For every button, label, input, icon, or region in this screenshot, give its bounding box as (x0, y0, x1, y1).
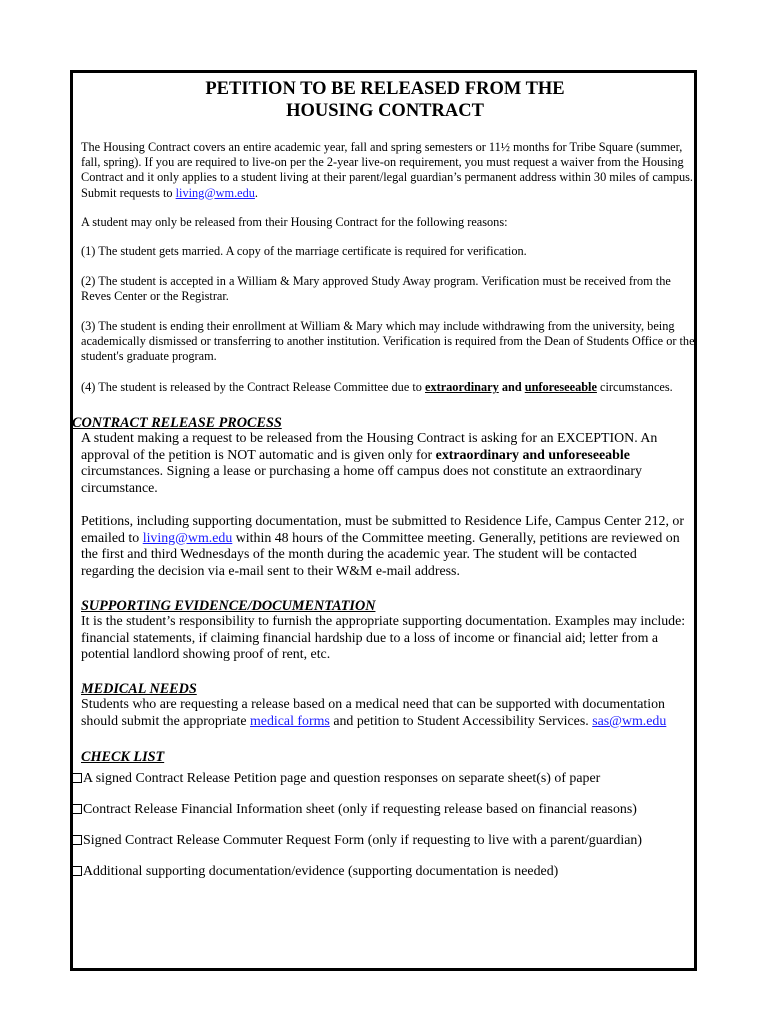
contract-release-paragraph-1: A student making a request to be released from the Housing Contract is asking for an EXCEPTION. An approval of the petition is NOT automatic and is given only for extraordinary and unforeseeable circumstances. Signing a lease or purchasing a home off campus does not constitute an extraordinary circumstance. (81, 431, 658, 496)
title-line-1: PETITION TO BE RELEASED FROM THE (205, 79, 565, 99)
living-email-link[interactable]: living@wm.edu (175, 185, 255, 200)
sas-email-link[interactable]: sas@wm.edu (592, 713, 667, 729)
checkbox-icon[interactable] (72, 804, 82, 814)
reasons-intro: A student may only be released from their Housing Contract for the following reasons: (81, 215, 508, 229)
checklist-item: Signed Contract Release Commuter Request Form (only if requesting to live with a parent/guardian) (72, 833, 692, 849)
medical-needs-paragraph: Students who are requesting a release based on a medical need that can be supported with documentation should submit the appropriate medical forms and petition to Student Accessibility Services. sas@wm.edu (81, 697, 667, 729)
reason-1: (1) The student gets married. A copy of the marriage certificate is required for verification. (81, 244, 527, 258)
supporting-evidence-paragraph: It is the student’s responsibility to furnish the appropriate supporting documentation. Examples may include: financial statements, if claiming financial hardship due to a loss of income or financial aid; letter from a potential landlord showing proof of rent, etc. (81, 614, 686, 663)
title-line-2: HOUSING CONTRACT (286, 101, 484, 121)
reason-2: (2) The student is accepted in a William & Mary approved Study Away program. Verification must be received from the Reves Center or the Registrar. (81, 274, 671, 304)
supporting-evidence-heading: SUPPORTING EVIDENCE/DOCUMENTATION (81, 598, 376, 614)
checklist-item: Additional supporting documentation/evidence (supporting documentation is needed) (72, 864, 692, 880)
check-list-heading: CHECK LIST (81, 749, 165, 765)
page-title (70, 78, 700, 122)
medical-needs-heading: MEDICAL NEEDS (81, 681, 197, 697)
checkbox-icon[interactable] (72, 866, 82, 876)
medical-forms-link[interactable]: medical forms (249, 713, 330, 729)
contract-release-paragraph-2: Petitions, including supporting documentation, must be submitted to Residence Life, Campus Center 212, or emailed to living@wm.edu within 48 hours of the Committee meeting. Generally, petitions are reviewed on the first and third Wednesdays of the month during the academic year. The student will be contacted regarding the decision via e-mail sent to their W&M e-mail address. (81, 514, 685, 579)
contract-release-heading: CONTRACT RELEASE PROCESS (72, 415, 282, 431)
checklist-item: Contract Release Financial Information sheet (only if requesting release based on financial reasons) (72, 802, 692, 818)
intro-paragraph: The Housing Contract covers an entire academic year, fall and spring semesters or 11½ months for Tribe Square (summer, fall, spring). If you are required to live-on per the 2-year live-on requirement, you must request a waiver from the Housing Contract and it only applies to a student living at their parent/legal guardian’s permanent address within 30 miles of campus. Submit requests to living@wm.edu. (81, 140, 693, 200)
reason-4: (4) The student is released by the Contract Release Committee due to extraordinary and unforeseeable circumstances. (81, 380, 673, 394)
living-email-link-2[interactable]: living@wm.edu (142, 530, 233, 546)
checkbox-icon[interactable] (72, 835, 82, 845)
reason-3: (3) The student is ending their enrollment at William & Mary which may include withdrawing from the university, being academically dismissed or transferring to another institution. Verification is required from the Dean of Students Office or the student's graduate program. (81, 319, 695, 364)
checklist-item: A signed Contract Release Petition page and question responses on separate sheet(s) of paper (72, 771, 692, 787)
checkbox-icon[interactable] (72, 773, 82, 783)
